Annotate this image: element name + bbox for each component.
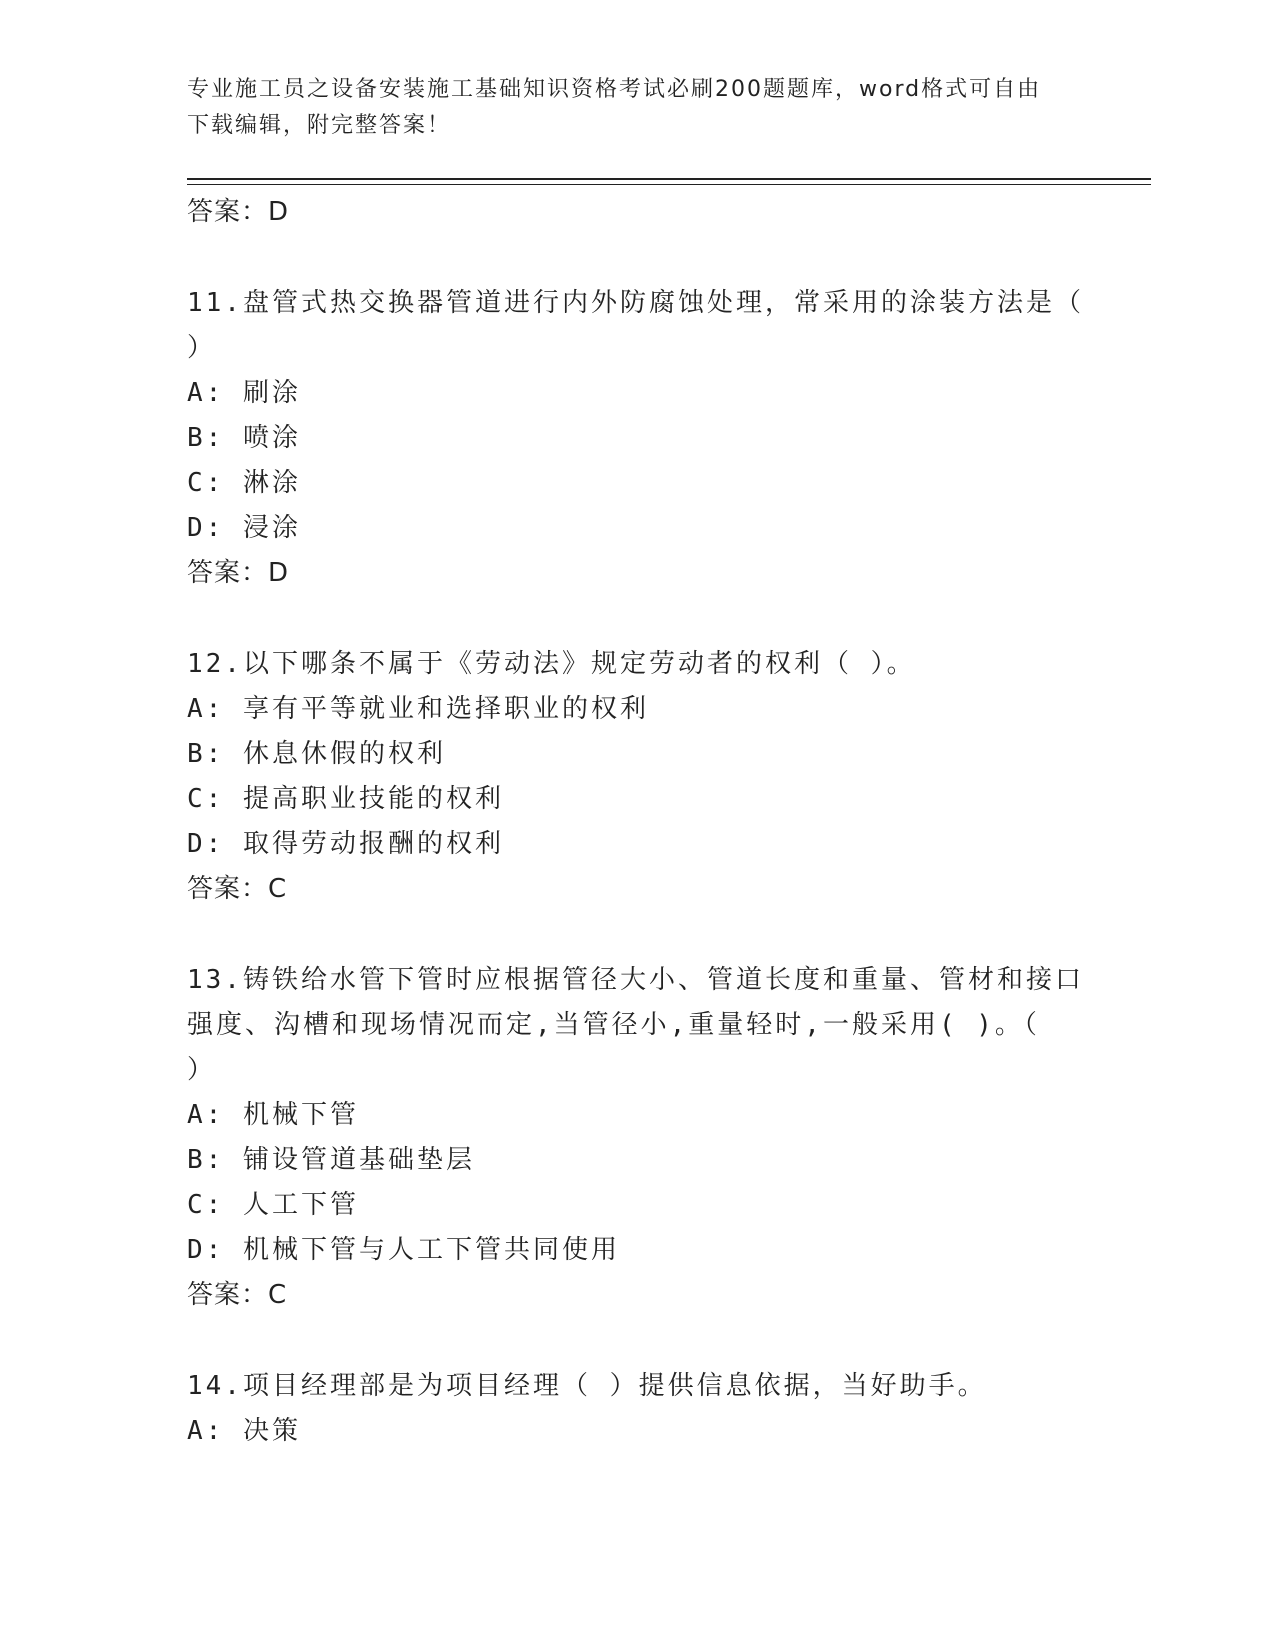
- question-list: [187, 190, 1087, 1454]
- option-b: B: 铺设管道基础垫层: [187, 1145, 475, 1175]
- spacer: [187, 912, 1087, 958]
- option-d: D: 取得劳动报酬的权利: [187, 829, 504, 859]
- option-a: A: 享有平等就业和选择职业的权利: [187, 694, 649, 724]
- document-header: [187, 72, 1067, 144]
- question-14: [187, 1364, 1087, 1454]
- header-line-1: 专业施工员之设备安装施工基础知识资格考试必刷200题题库，word格式可自由: [187, 77, 1042, 102]
- option-b: B: 休息休假的权利: [187, 739, 446, 769]
- spacer: [187, 596, 1087, 642]
- option-c: C: 人工下管: [187, 1190, 359, 1220]
- answer-line: 答案：C: [187, 874, 288, 904]
- answer-line: 答案：C: [187, 1280, 288, 1310]
- option-d: D: 浸涂: [187, 513, 301, 543]
- option-d: D: 机械下管与人工下管共同使用: [187, 1235, 620, 1265]
- question-text: 强度、沟槽和现场情况而定,当管径小,重量轻时,一般采用( )。（: [187, 1010, 1040, 1040]
- question-text: 14.项目经理部是为项目经理（ ）提供信息依据，当好助手。: [187, 1371, 987, 1401]
- question-text: 13.铸铁给水管下管时应根据管径大小、管道长度和重量、管材和接口: [187, 965, 1084, 995]
- option-c: C: 提高职业技能的权利: [187, 784, 504, 814]
- header-divider-thin: [187, 184, 1151, 185]
- header-line-2: 下载编辑，附完整答案！: [187, 113, 452, 138]
- option-a: A: 决策: [187, 1416, 301, 1446]
- spacer: [187, 1318, 1087, 1364]
- option-a: A: 刷涂: [187, 378, 301, 408]
- question-text: 12.以下哪条不属于《劳动法》规定劳动者的权利（ ）。: [187, 649, 916, 679]
- option-a: A: 机械下管: [187, 1100, 359, 1130]
- spacer: [187, 235, 1087, 281]
- answer-line: 答案：D: [187, 558, 290, 588]
- question-11: [187, 281, 1087, 596]
- header-divider-thick: [187, 178, 1151, 180]
- question-text: ）: [187, 1055, 217, 1085]
- answer-line: 答案：D: [187, 197, 290, 227]
- option-b: B: 喷涂: [187, 423, 301, 453]
- option-c: C: 淋涂: [187, 468, 301, 498]
- question-13: [187, 958, 1087, 1318]
- question-text: 11.盘管式热交换器管道进行内外防腐蚀处理，常采用的涂装方法是（: [187, 288, 1084, 318]
- question-text: ）: [187, 333, 217, 363]
- question-12: [187, 642, 1087, 912]
